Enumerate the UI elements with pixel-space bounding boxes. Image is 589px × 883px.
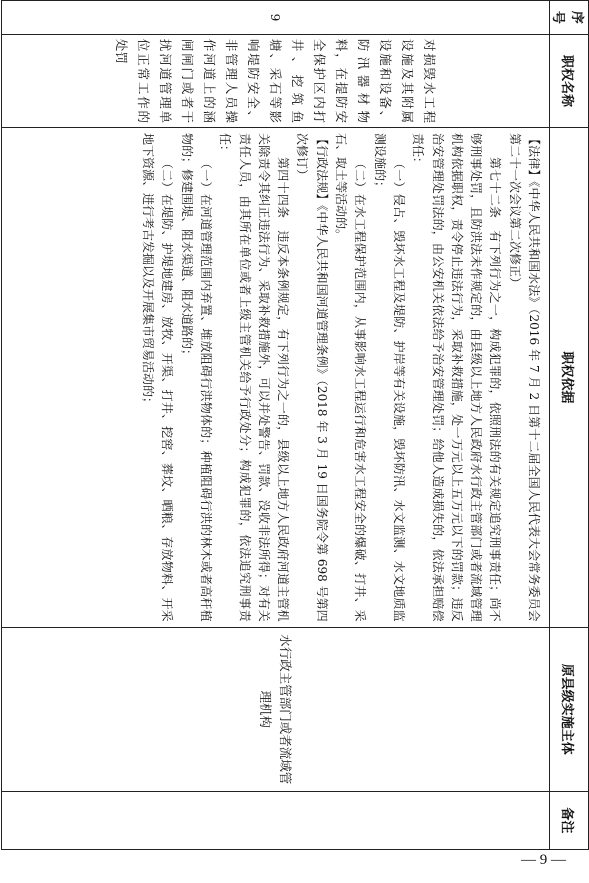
cell-note (2, 791, 550, 849)
header-name: 职权名称 (550, 34, 589, 127)
cell-name: 对损毁水工程设施及其附属设施和设备、防汛器材物料，在提防安全保护区内打井、挖筑鱼塘、采石等影响堤防安全、非管理人员操作河道上的涵闸闸门或者干扰河道管理单位正常工作的处罚 (2, 34, 550, 127)
basis-para: 【行政法规】《中华人民共和国河道管理条例》（2018 年 3 月 19 日国务院令第 698 号第四次修订） (295, 133, 329, 622)
cell-no: 9 (2, 1, 550, 35)
page-number: — 9 — (521, 852, 566, 868)
table-header-row (550, 1, 589, 850)
basis-para: （一）侵占、毁坏水工程及堤防、护岸等有关设施，毁坏防汛、水文监测、水文地质监测设施的； (372, 133, 406, 622)
basis-para: （一）在河道管理范围内弃置、堆放阻碍行洪物体的；种植阻碍行洪的林木或者高秆植物的；修建围堤、阻水渠道、阻水道路的； (179, 133, 213, 622)
header-no: 序号 (550, 1, 589, 35)
header-subject: 原县级实施主体 (550, 627, 589, 791)
basis-para: 第四十四条 违反本条例规定，有下列行为之一的，县级以上地方人民政府河道主管机关除责令其纠正违法行为、采取补救措施外，可以并处警告、罚款、没收非法所得；对有关责任人员，由其所在单位或者上级主管机关给予行政处分；构成犯罪的，依法追究刑事责任： (218, 133, 291, 622)
basis-para: 【法律】《中华人民共和国水法》（2016 年 7 月 2 日第十二届全国人民代表大会常务委员会第二十一次会议第二次修正） (507, 133, 541, 622)
authority-table (1, 0, 589, 850)
basis-para: （二）在水工程保护范围内，从事影响水工程运行和危害水工程安全的爆破、打井、采石、取土等活动的。 (334, 133, 368, 622)
header-basis: 职权依据 (550, 128, 589, 628)
cell-subject: 水行政主管部门或者流域管理机构 (2, 627, 550, 791)
rotated-table-container (1, 0, 589, 850)
basis-para: （二）在堤防、护堤地建房、放牧、开渠、打井、挖窖、葬坟、晒粮、存放物料、开采地下资源、进行考古发掘以及开展集市贸易活动的； (141, 133, 175, 622)
table-row (2, 1, 550, 850)
basis-para: 第七十二条 有下列行为之一，构成犯罪的，依照刑法的有关规定追究刑事责任；尚不够刑事处罚，且防洪法未作规定的，由县级以上地方人民政府水行政主管部门或者流域管理机构依据职权，责令停止违法行为，采取补救措施，处一万元以上五万元以下的罚款；违反治安管理处罚法的，由公安机关依法给予治安管理处罚；给他人造成损失的，依法承担赔偿责任： (411, 133, 503, 622)
cell-basis (2, 128, 550, 628)
header-note: 备注 (550, 791, 589, 849)
